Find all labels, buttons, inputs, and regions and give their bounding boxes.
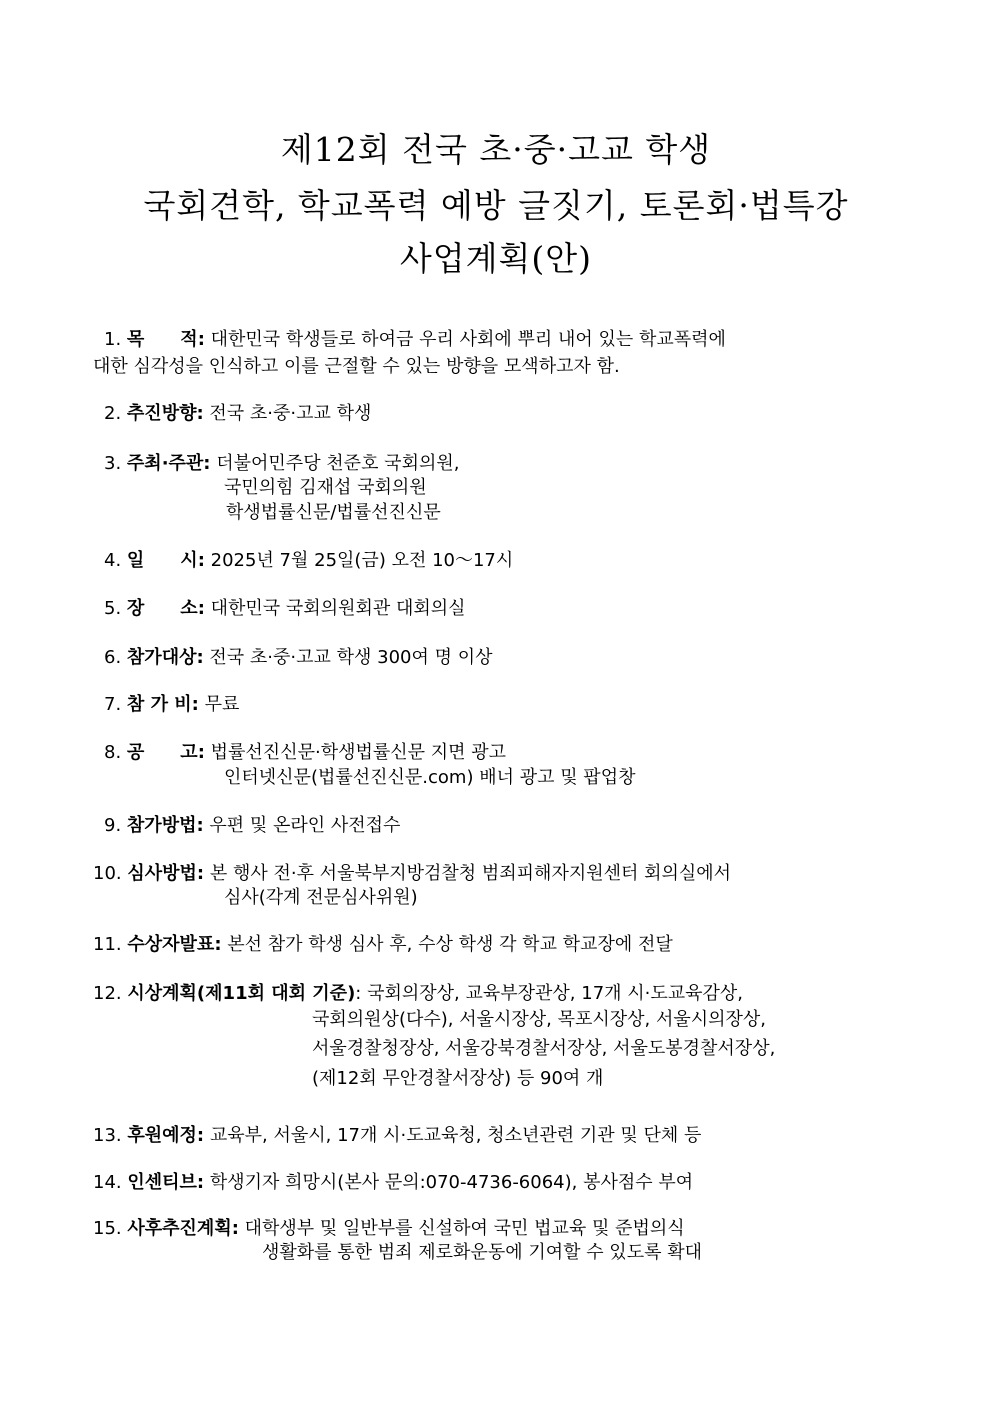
title-line-3: 사업계획(안) [399,239,593,278]
item-number: 11. [93,934,122,955]
item-label: 장 소: [126,598,205,619]
item-purpose [104,327,726,352]
item-number: 10. [93,863,122,884]
item-number: 12. [93,983,122,1004]
item-number: 15. [93,1218,122,1239]
item-text: 전국 초·중·고교 학생 300여 명 이상 [209,647,493,668]
item-awards [93,981,743,1006]
item-label: 사후추진계획: [127,1218,239,1239]
item-text: 본 행사 전·후 서울북부지방검찰청 범죄피해자지원센터 회의실에서 [209,863,732,884]
item-datetime [104,548,513,573]
item-label: 심사방법: [127,863,205,884]
item-label: 공 고: [126,742,205,763]
item-text-continued: 심사(각계 전문심사위원) [224,887,418,908]
item-number: 14. [93,1172,122,1193]
item-text: : 국회의장상, 교육부장관상, 17개 시·도교육감상, [355,983,744,1004]
item-participants [104,645,492,670]
item-number: 9. [104,815,122,836]
item-winners [93,932,673,957]
item-text: 학생기자 희망시(본사 문의:070-4736-6064), 봉사점수 부여 [209,1172,694,1193]
item-incentives [93,1170,693,1195]
item-label: 수상자발표: [127,934,222,955]
item-fee [104,692,239,717]
item-judging [93,861,731,886]
title-line-2: 국회견학, 학교폭력 예방 글짓기, 토론회·법특강 [143,186,849,225]
item-number: 5. [104,598,122,619]
item-venue [104,596,466,621]
item-label: 참가대상: [126,647,204,668]
item-label: 목 적: [126,329,205,350]
item-number: 8. [104,742,122,763]
item-text: 우편 및 온라인 사전접수 [209,815,401,836]
item-label: 일 시: [126,550,205,571]
item-number: 2. [104,403,122,424]
item-follow-up [93,1216,685,1241]
item-label: 시상계획(제11회 대회 기준) [127,983,356,1004]
item-text-continued: 국회의원상(다수), 서울시장상, 목포시장상, 서울시의장상, [312,1009,767,1030]
item-text-continued: 인터넷신문(법률선진신문.com) 배너 광고 및 팝업창 [224,767,636,788]
item-text: 무료 [204,694,240,715]
item-label: 주최·주관: [126,453,211,474]
item-label: 참 가 비: [126,694,199,715]
item-organizer [104,451,459,476]
item-text: 교육부, 서울시, 17개 시·도교육청, 청소년관련 기관 및 단체 등 [209,1125,702,1146]
item-number: 1. [104,329,122,350]
item-text: 대학생부 및 일반부를 신설하여 국민 법교육 및 준법의식 [244,1218,685,1239]
title-line-1: 제12회 전국 초·중·고교 학생 [280,130,712,169]
item-label: 추진방향: [126,403,204,424]
item-text-continued: (제12회 무안경찰서장상) 등 90여 개 [312,1068,604,1089]
item-label: 후원예정: [127,1125,205,1146]
item-text: 본선 참가 학생 심사 후, 수상 학생 각 학교 학교장에 전달 [227,934,673,955]
item-number: 4. [104,550,122,571]
item-text-continued: 서울경찰청장상, 서울강북경찰서장상, 서울도봉경찰서장상, [312,1038,776,1059]
item-text-continued: 국민의힘 김재섭 국회의원 [224,477,427,498]
item-sponsors [93,1123,701,1148]
item-announcement [104,740,506,765]
item-text: 법률선진신문·학생법률신문 지면 광고 [210,742,507,763]
item-number: 6. [104,647,122,668]
item-number: 13. [93,1125,122,1146]
item-text: 2025년 7월 25일(금) 오전 10～17시 [210,550,514,571]
item-text: 전국 초·중·고교 학생 [209,403,372,424]
item-application [104,813,400,838]
item-text-continued: 학생법률신문/법률선진신문 [226,502,441,523]
item-text: 더불어민주당 천준호 국회의원, [216,453,460,474]
item-direction [104,401,371,426]
item-number: 7. [104,694,122,715]
item-text-continued: 대한 심각성을 인식하고 이를 근절할 수 있는 방향을 모색하고자 함. [93,356,620,377]
item-label: 참가방법: [126,815,204,836]
item-text: 대한민국 학생들로 하여금 우리 사회에 뿌리 내어 있는 학교폭력에 [210,329,726,350]
item-text: 대한민국 국회의원회관 대회의실 [210,598,466,619]
item-label: 인센티브: [127,1172,205,1193]
item-text-continued: 생활화를 통한 범죄 제로화운동에 기여할 수 있도록 확대 [262,1242,702,1263]
item-number: 3. [104,453,122,474]
